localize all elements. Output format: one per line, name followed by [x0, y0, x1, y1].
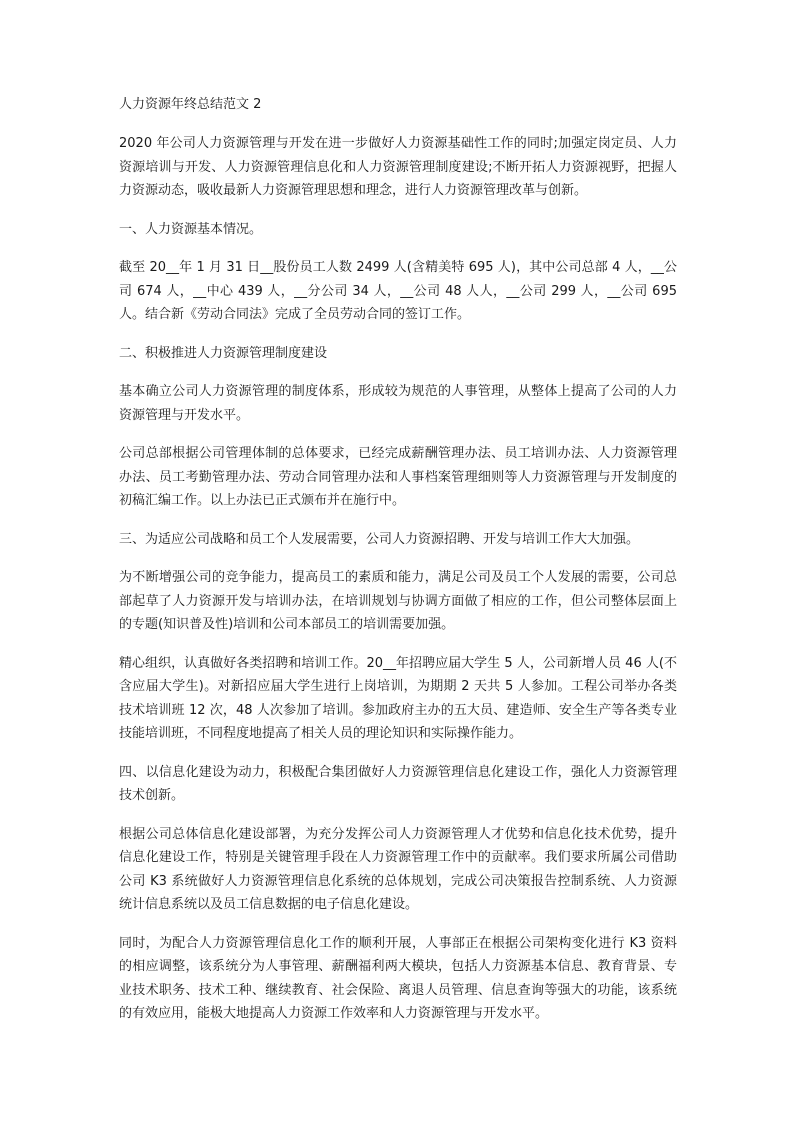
- system-paragraph: 基本确立公司人力资源管理的制度体系，形成较为规范的人事管理，从整体上提高了公司的人力资源管理与开发水平。: [119, 384, 677, 423]
- section-heading-1: 一、人力资源基本情况。: [119, 221, 263, 237]
- intro-paragraph: 2020 年公司人力资源管理与开发在进一步做好人力资源基础性工作的同时;加强定岗定员、人力资源培训与开发、人力资源管理信息化和人力资源管理制度建设;不断开拓人力资源视野，把握人力资源动态，吸收最新人力资源管理思想和理念，进行人力资源管理改革与创新。: [119, 136, 677, 198]
- section-heading-2: 二、积极推进人力资源管理制度建设: [119, 345, 328, 361]
- recruitment-paragraph: 精心组织，认真做好各类招聘和培训工作。20__年招聘应届大学生 5 人，公司新增人员 46 人(不含应届大学生)。对新招应届大学生进行上岗培训，为期期 2 天共 5 人参加。工程公司举办各类技术培训班 12 次，48 人次参加了培训。参加政府主办的五大员、建造师、安全生产等各类专业技能培训班，不同程度地提高了相关人员的理论知识和实际操作能力。: [119, 655, 677, 741]
- k3-system-paragraph: 同时，为配合人力资源管理信息化工作的顺利开展，人事部正在根据公司架构变化进行 K3 资料的相应调整，该系统分为人事管理、薪酬福利两大模块，包括人力资源基本信息、教育背景、专业技术职务、技术工种、继续教育、社会保险、离退人员管理、信息查询等强大的功能，该系统的有效应用，能极大地提高人力资源工作效率和人力资源管理与开发水平。: [119, 935, 677, 1021]
- informatization-paragraph: 根据公司总体信息化建设部署，为充分发挥公司人力资源管理人才优势和信息化技术优势，提升信息化建设工作，特别是关键管理手段在人力资源管理工作中的贡献率。我们要求所属公司借助公司 K3 系统做好人力资源管理信息化系统的总体规划，完成公司决策报告控制系统、人力资源统计信息系统以及员工信息数据的电子信息化建设。: [119, 826, 677, 912]
- document-body: [119, 97, 677, 1041]
- training-plan-paragraph: 为不断增强公司的竞争能力，提高员工的素质和能力，满足公司及员工个人发展的需要，公司总部起草了人力资源开发与培训办法，在培训规划与协调方面做了相应的工作，但公司整体层面上的专题(知识普及性)培训和公司本部员工的培训需要加强。: [119, 570, 677, 632]
- headcount-paragraph: 截至 20__年 1 月 31 日__股份员工人数 2499 人(含精美特 695 人)，其中公司总部 4 人，__公司 674 人，__中心 439 人，__分公司 34 人，__公司 48 人人，__公司 299 人，__公司 695 人。结合新《劳动合同法》完成了全员劳动合同的签订工作。: [119, 260, 677, 322]
- policies-paragraph: 公司总部根据公司管理体制的总体要求，已经完成薪酬管理办法、员工培训办法、人力资源管理办法、员工考勤管理办法、劳动合同管理办法和人事档案管理细则等人力资源管理与开发制度的初稿汇编工作。以上办法已正式颁布并在施行中。: [119, 446, 677, 508]
- section-heading-4: 四、以信息化建设为动力，积极配合集团做好人力资源管理信息化建设工作，强化人力资源管理技术创新。: [119, 764, 677, 803]
- section-heading-3: 三、为适应公司战略和员工个人发展需要，公司人力资源招聘、开发与培训工作大大加强。: [119, 531, 640, 547]
- document-title: 人力资源年终总结范文 2: [119, 97, 262, 112]
